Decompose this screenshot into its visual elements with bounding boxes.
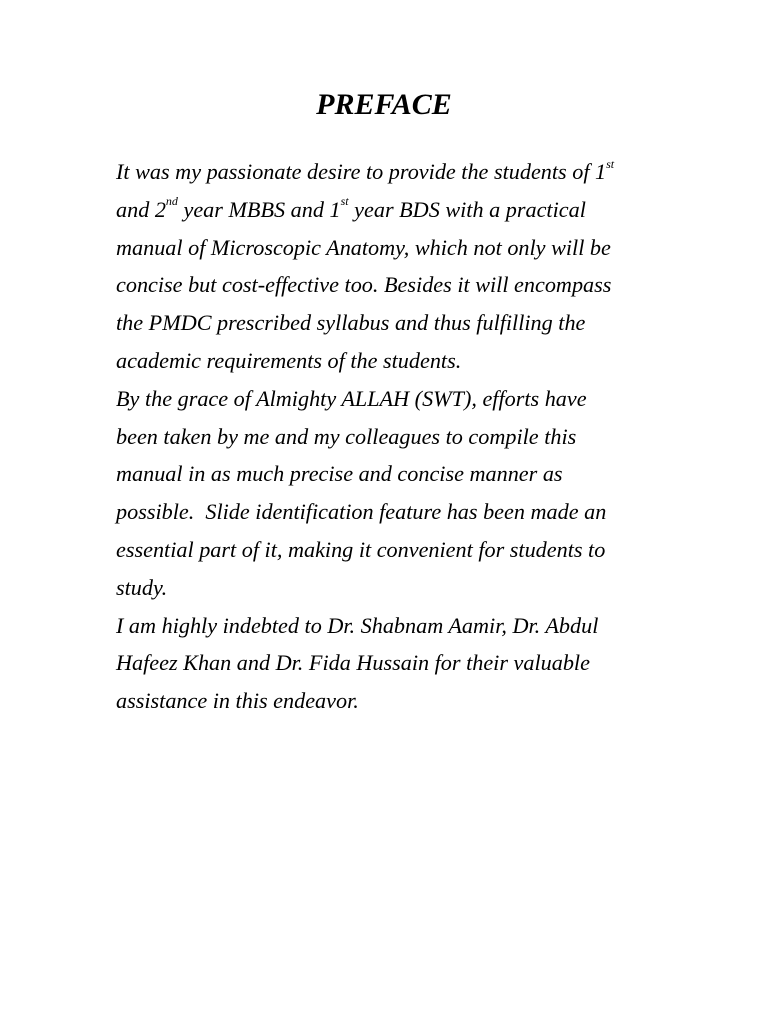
text-line xyxy=(116,153,656,191)
text-segment: year MBBS and 1 xyxy=(177,196,341,222)
text-line: assistance in this endeavor. xyxy=(116,688,359,714)
text-line xyxy=(116,191,656,229)
text-line: possible. Slide identification feature has been made an xyxy=(116,499,607,525)
text-line: By the grace of Almighty ALLAH (SWT), efforts have xyxy=(116,385,587,411)
text-line: manual in as much precise and concise manner as xyxy=(116,461,563,487)
page-title: PREFACE xyxy=(316,88,452,121)
text-line: been taken by me and my colleagues to compile this xyxy=(116,423,577,449)
text-line: manual of Microscopic Anatomy, which not only will be xyxy=(116,234,611,260)
preface-body xyxy=(116,153,656,720)
text-line: study. xyxy=(116,574,168,600)
text-segment: year BDS with a practical xyxy=(348,196,586,222)
text-line: concise but cost-effective too. Besides it will encompass xyxy=(116,272,612,298)
text-line: I am highly indebted to Dr. Shabnam Aamir, Dr. Abdul xyxy=(116,612,599,638)
text-segment: and 2 xyxy=(116,196,166,222)
text-line: academic requirements of the students. xyxy=(116,347,462,373)
superscript: nd xyxy=(165,194,178,209)
superscript: st xyxy=(606,156,615,171)
text-line: the PMDC prescribed syllabus and thus fulfilling the xyxy=(116,310,586,336)
superscript: st xyxy=(340,194,349,209)
text-line: Hafeez Khan and Dr. Fida Hussain for their valuable xyxy=(116,650,590,676)
text-line: essential part of it, making it convenient for students to xyxy=(116,536,606,562)
text-segment: It was my passionate desire to provide the students of 1 xyxy=(116,159,607,184)
